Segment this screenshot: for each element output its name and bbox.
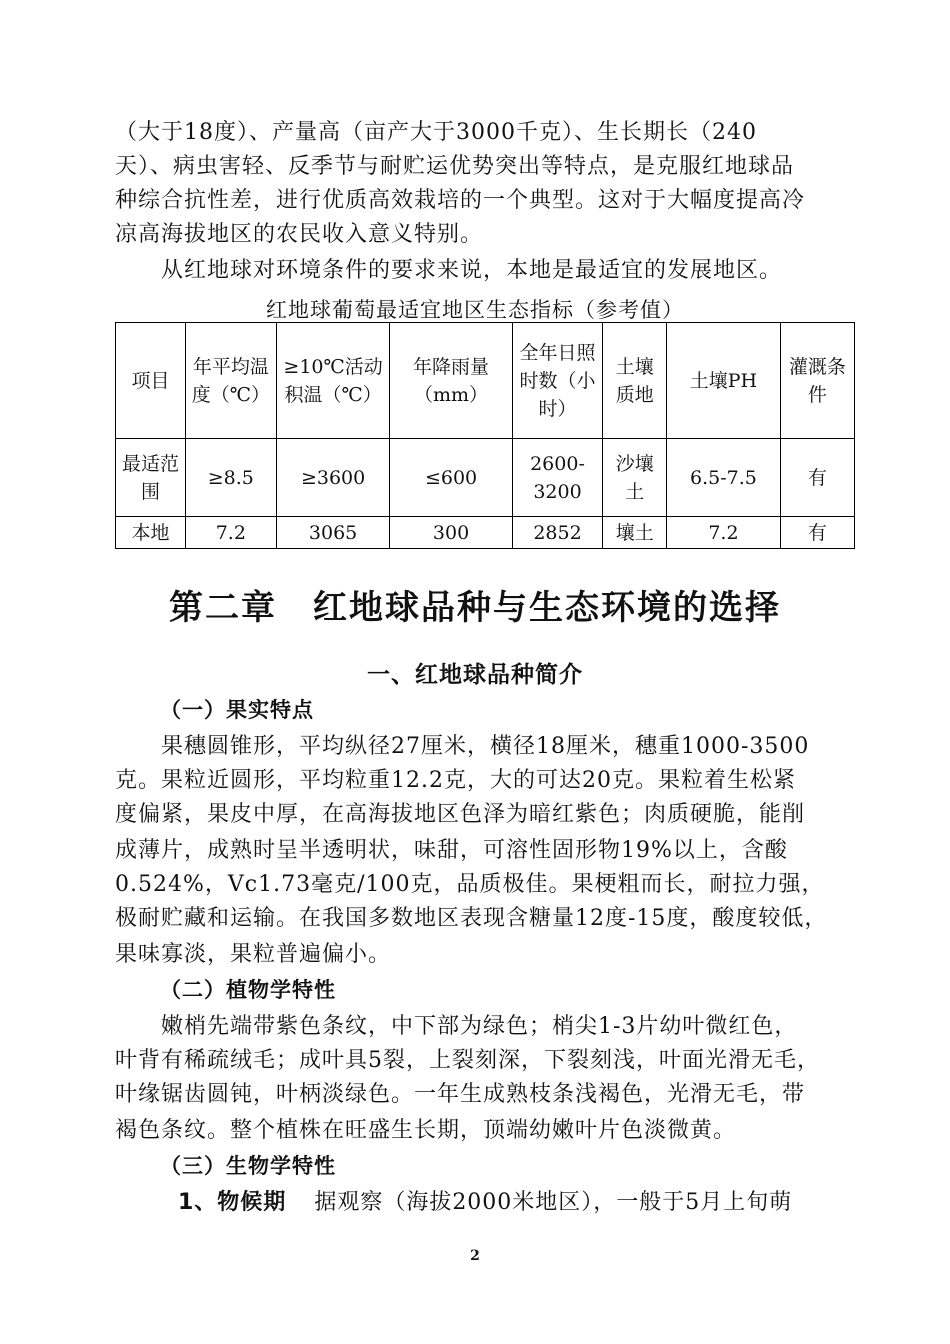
table-row [116, 517, 855, 549]
table-header-cell: 灌溉条件 [780, 323, 854, 439]
table-cell: ≥3600 [276, 439, 390, 517]
paragraph-line: 克。果粒近圆形，平均粒重12.2克，大的可达20克。果粒着生松紧 [115, 768, 796, 793]
table-header-cell: 年降雨量（mm） [390, 323, 512, 439]
phenology-label: 1、物候期 [178, 1190, 287, 1215]
page-number: 2 [470, 1248, 480, 1264]
table-cell: 有 [780, 517, 854, 549]
chapter-title: 第二章 红地球品种与生态环境的选择 [169, 588, 781, 628]
table-cell: 6.5-7.5 [667, 439, 781, 517]
table-cell: 2852 [512, 517, 603, 549]
paragraph-line: 叶背有稀疏绒毛；成叶具5裂，上裂刻深，下裂刻浅，叶面光滑无毛， [115, 1048, 820, 1073]
table-row [116, 439, 855, 517]
table-cell: 有 [780, 439, 854, 517]
paragraph-line: 极耐贮藏和运输。在我国多数地区表现含糖量12度-15度，酸度较低， [115, 906, 828, 931]
table-header-cell: 全年日照时数（小时） [512, 323, 603, 439]
table-cell: ≥8.5 [185, 439, 276, 517]
table-cell: ≤600 [390, 439, 512, 517]
intro-line: 天）、病虫害轻、反季节与耐贮运优势突出等特点，是克服红地球品 [115, 154, 795, 179]
table-header-cell: 项目 [116, 323, 186, 439]
table-header-cell: ≥10℃活动积温（℃） [276, 323, 390, 439]
table-cell: 本地 [116, 517, 186, 549]
intro-line: 凉高海拔地区的农民收入意义特别。 [115, 222, 484, 247]
table-header-cell: 土壤质地 [603, 323, 667, 439]
table-header-cell: 年平均温度（℃） [185, 323, 276, 439]
subsection-title: （三）生物学特性 [160, 1154, 336, 1178]
ecology-index-table [115, 322, 855, 549]
table-cell: 3065 [276, 517, 390, 549]
phenology-text: 据观察（海拔2000米地区），一般于5月上旬萌 [314, 1190, 793, 1215]
intro-line: 种综合抗性差，进行优质高效栽培的一个典型。这对于大幅度提高冷 [115, 188, 806, 213]
table-cell: 7.2 [185, 517, 276, 549]
table-cell: 300 [390, 517, 512, 549]
table-cell: 壤土 [603, 517, 667, 549]
paragraph-line: 叶缘锯齿圆钝，叶柄淡绿色。一年生成熟枝条浅褐色，光滑无毛，带 [115, 1082, 806, 1107]
intro-line: 从红地球对环境条件的要求来说，本地是最适宜的发展地区。 [115, 258, 783, 283]
phenology-line [178, 1186, 792, 1220]
table-header-cell: 土壤PH [667, 323, 781, 439]
subsection-title: （二）植物学特性 [160, 978, 336, 1002]
table-cell: 沙壤土 [603, 439, 667, 517]
table-caption: 红地球葡萄最适宜地区生态指标（参考值） [266, 298, 684, 322]
paragraph-line: 嫩梢先端带紫色条纹，中下部为绿色；梢尖1-3片幼叶微红色， [115, 1014, 798, 1039]
paragraph-line: 成薄片，成熟时呈半透明状，味甜，可溶性固形物19%以上，含酸 [115, 838, 788, 863]
table-cell: 最适范围 [116, 439, 186, 517]
paragraph-line: 果穗圆锥形，平均纵径27厘米，横径18厘米，穗重1000-3500 [115, 734, 810, 759]
paragraph-line: 0.524%，Vc1.73毫克/100克，品质极佳。果梗粗而长，耐拉力强， [115, 872, 825, 897]
table-header-row [116, 323, 855, 439]
paragraph-line: 果味寡淡，果粒普遍偏小。 [115, 942, 392, 967]
paragraph-line: 褐色条纹。整个植株在旺盛生长期，顶端幼嫩叶片色淡微黄。 [115, 1118, 737, 1143]
table-cell: 7.2 [667, 517, 781, 549]
paragraph-line: 度偏紧，果皮中厚，在高海拔地区色泽为暗红紫色；肉质硬脆，能削 [115, 802, 806, 827]
subsection-title: （一）果实特点 [160, 698, 314, 722]
section-title: 一、红地球品种简介 [367, 662, 583, 688]
table-cell: 2600-3200 [512, 439, 603, 517]
intro-line: （大于18度）、产量高（亩产大于3000千克）、生长期长（240 [115, 120, 757, 145]
